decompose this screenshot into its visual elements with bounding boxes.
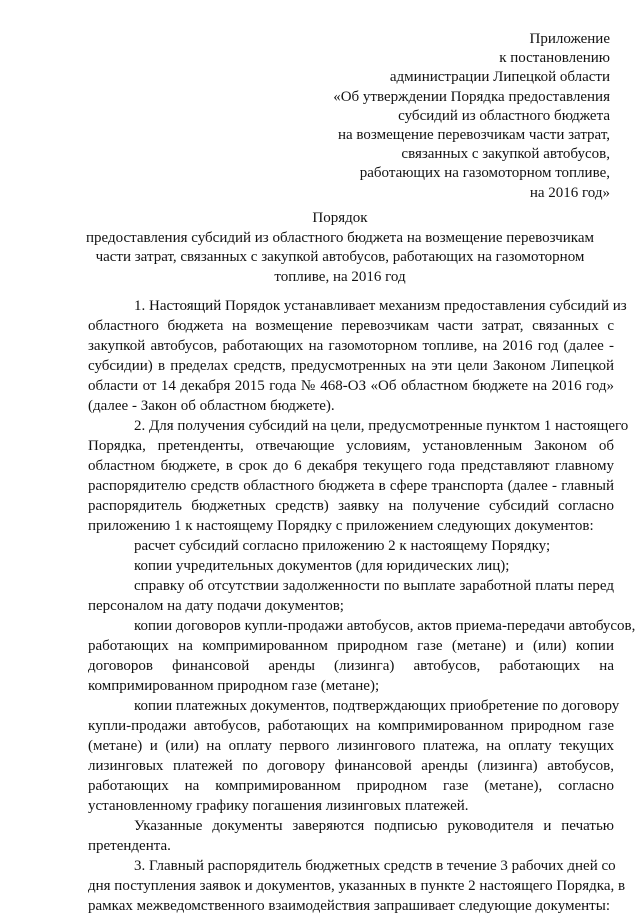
body-line: копии учредительных документов (для юридических лиц); bbox=[134, 558, 510, 574]
body-line: 1. Настоящий Порядок устанавливает механизм предоставления субсидий из bbox=[134, 298, 627, 314]
body-line: справку об отсутствии задолженности по выплате заработной платы перед bbox=[134, 578, 614, 594]
body-line: расчет субсидий согласно приложению 2 к настоящему Порядку; bbox=[134, 538, 551, 554]
document-title bbox=[60, 209, 620, 287]
document-body bbox=[88, 296, 636, 916]
annex-line: администрации Липецкой области bbox=[389, 69, 610, 86]
title-line: части затрат, связанных с закупкой автобусов, работающих на газомоторном bbox=[95, 249, 585, 265]
body-line: областного бюджета на возмещение перевозчикам части затрат, связанных с bbox=[88, 318, 614, 334]
body-line: субсидии) в пределах средств, предусмотренных на эти цели Законом Липецкой bbox=[88, 358, 614, 374]
annex-line: на 2016 год» bbox=[529, 184, 610, 201]
body-line: (метане) и (или) на оплату первого лизингового платежа, на оплату текущих bbox=[88, 738, 614, 754]
body-line: (далее - Закон об областном бюджете). bbox=[88, 398, 335, 414]
body-line: распорядитель бюджетных средств) заявку на получение субсидий согласно bbox=[88, 498, 614, 514]
body-line: закупкой автобусов, работающих на газомоторном топливе, на 2016 год (далее - bbox=[88, 338, 614, 354]
body-line: областном бюджете, в срок до 6 декабря текущего года представляют главному bbox=[88, 458, 614, 474]
body-line: копии договоров купли-продажи автобусов, актов приема-передачи автобусов, bbox=[134, 618, 636, 634]
annex-line: Приложение bbox=[529, 31, 610, 47]
annex-line: к постановлению bbox=[499, 50, 610, 67]
body-line: купли-продажи автобусов, работающих на компримированном природном газе bbox=[88, 718, 614, 734]
body-line: работающих на компримированном природном газе (метане), согласно bbox=[88, 778, 614, 794]
body-line: копии платежных документов, подтверждающих приобретение по договору bbox=[134, 698, 620, 714]
body-line: дня поступления заявок и документов, указанных в пункте 2 настоящего Порядка, в bbox=[88, 878, 626, 894]
body-line: 3. Главный распорядитель бюджетных средств в течение 3 рабочих дней со bbox=[134, 858, 616, 874]
body-line: договоров финансовой аренды (лизинга) автобусов, работающих на bbox=[88, 658, 614, 674]
title-line: топливе, на 2016 год bbox=[274, 268, 406, 285]
body-line: Порядка, претенденты, отвечающие условиям, установленным Законом об bbox=[88, 438, 614, 454]
title-line: предоставления субсидий из областного бюджета на возмещение перевозчикам bbox=[85, 229, 595, 246]
body-line: компримированном природном газе (метане); bbox=[88, 678, 380, 694]
annex-header bbox=[333, 30, 610, 203]
annex-line: на возмещение перевозчикам части затрат, bbox=[338, 127, 610, 144]
annex-line: связанных с закупкой автобусов, bbox=[401, 146, 610, 163]
annex-line: субсидий из областного бюджета bbox=[398, 107, 610, 124]
body-line: рамках межведомственного взаимодействия запрашивает следующие документы: bbox=[88, 898, 610, 914]
body-line: 2. Для получения субсидий на цели, предусмотренные пунктом 1 настоящего bbox=[134, 418, 629, 434]
body-line: области от 14 декабря 2015 года № 468-ОЗ «Об областном бюджете на 2016 год» bbox=[88, 378, 614, 394]
title-line: Порядок bbox=[312, 210, 368, 226]
body-line: установленному графику погашения лизинговых платежей. bbox=[88, 798, 469, 814]
body-line: претендента. bbox=[88, 838, 171, 854]
annex-line: «Об утверждении Порядка предоставления bbox=[333, 88, 610, 105]
body-line: приложению 1 к настоящему Порядку с приложением следующих документов: bbox=[88, 518, 594, 534]
body-line: Указанные документы заверяются подписью руководителя и печатью bbox=[134, 818, 614, 834]
body-line: лизинговых платежей по договору финансовой аренды (лизинга) автобусов, bbox=[88, 758, 614, 774]
annex-line: работающих на газомоторном топливе, bbox=[359, 165, 610, 182]
body-line: распорядителю средств областного бюджета в сфере транспорта (далее - главный bbox=[88, 478, 614, 494]
body-line: персоналом на дату подачи документов; bbox=[88, 598, 344, 614]
body-line: работающих на компримированном природном газе (метане) и (или) копии bbox=[88, 638, 614, 654]
